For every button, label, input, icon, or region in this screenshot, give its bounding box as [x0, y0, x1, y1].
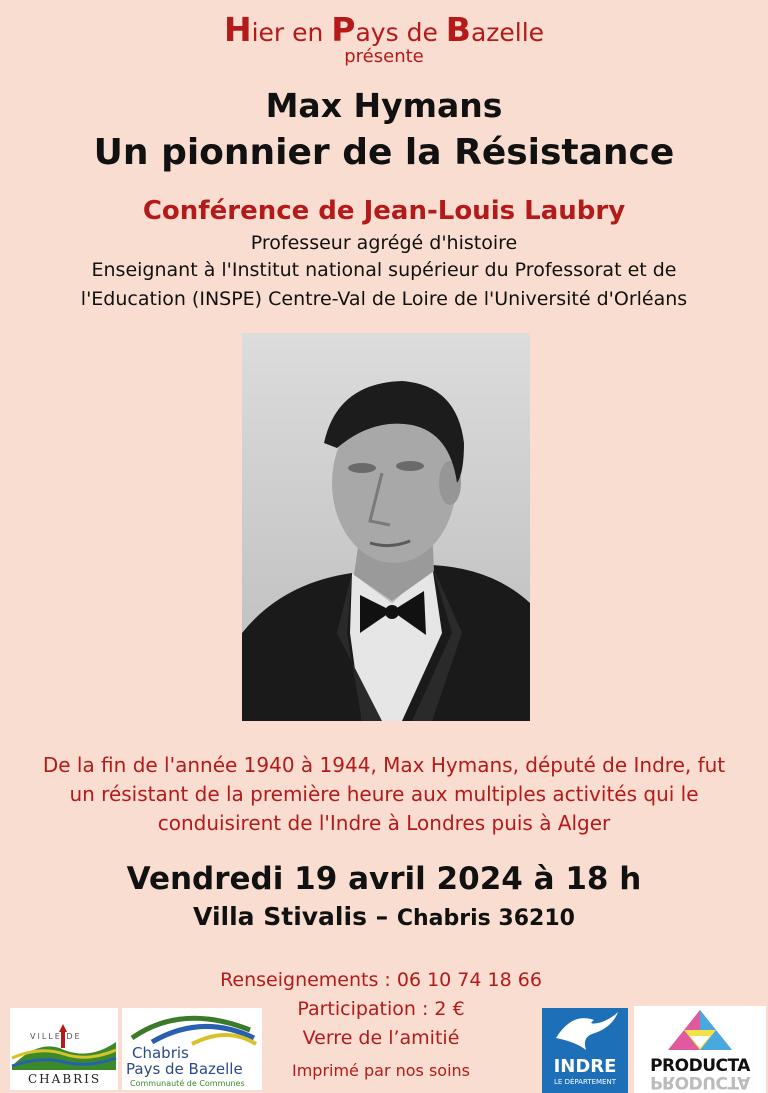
cc-logo-line3: Communauté de Communes — [130, 1079, 245, 1088]
speaker-affiliation-line2: l'Education (INSPE) Centre-Val de Loire de l'Université d'Orléans — [80, 288, 688, 310]
printed-note: Imprimé par nos soins — [291, 1061, 471, 1080]
organizer-name: Hier en Pays de Bazelle — [223, 10, 545, 49]
description-line2: un résistant de la première heure aux multiples activités qui le — [69, 782, 699, 806]
contact-info: Renseignements : 06 10 74 18 66 — [220, 969, 542, 991]
producta-logo-name: PRODUCTA — [650, 1056, 750, 1076]
participation-fee: Participation : 2 € — [297, 998, 465, 1020]
indre-logo-name: INDRE — [553, 1056, 617, 1077]
conference-speaker: Conférence de Jean-Louis Laubry — [142, 196, 626, 226]
presents-label: présente — [344, 46, 424, 67]
event-date: Vendredi 19 avril 2024 à 18 h — [126, 861, 642, 897]
title-subject: Un pionnier de la Résistance — [93, 132, 675, 173]
chabris-logo-top: VILLE DE — [30, 1032, 82, 1041]
drink-note: Verre de l’amitié — [302, 1027, 460, 1049]
indre-logo-sub: LE DÉPARTEMENT — [554, 1078, 616, 1086]
description — [0, 751, 768, 838]
chabris-logo-name: CHABRIS — [28, 1072, 102, 1086]
description-line1: De la fin de l'année 1940 à 1944, Max Hymans, député de Indre, fut — [42, 753, 726, 777]
event-venue: Villa Stivalis – Chabris 36210 — [193, 902, 575, 931]
chabris-town-logo — [10, 1008, 118, 1090]
portrait-photo — [242, 333, 530, 721]
speaker-affiliation-line1: Enseignant à l'Institut national supérieur du Professorat et de — [91, 259, 677, 281]
title-name: Max Hymans — [265, 86, 503, 125]
indre-department-logo — [542, 1008, 628, 1093]
producta-logo-reflection: PRODUCTA — [650, 1072, 750, 1092]
cc-logo-line2: Pays de Bazelle — [126, 1060, 243, 1078]
description-line3: conduisirent de l'Indre à Londres puis à Alger — [157, 811, 611, 835]
producta-logo — [634, 1006, 766, 1093]
community-of-communes-logo — [122, 1008, 262, 1090]
speaker-role: Professeur agrégé d'histoire — [250, 232, 518, 254]
cc-logo-line1: Chabris — [132, 1044, 189, 1062]
event-town: Chabris 36210 — [396, 906, 575, 931]
